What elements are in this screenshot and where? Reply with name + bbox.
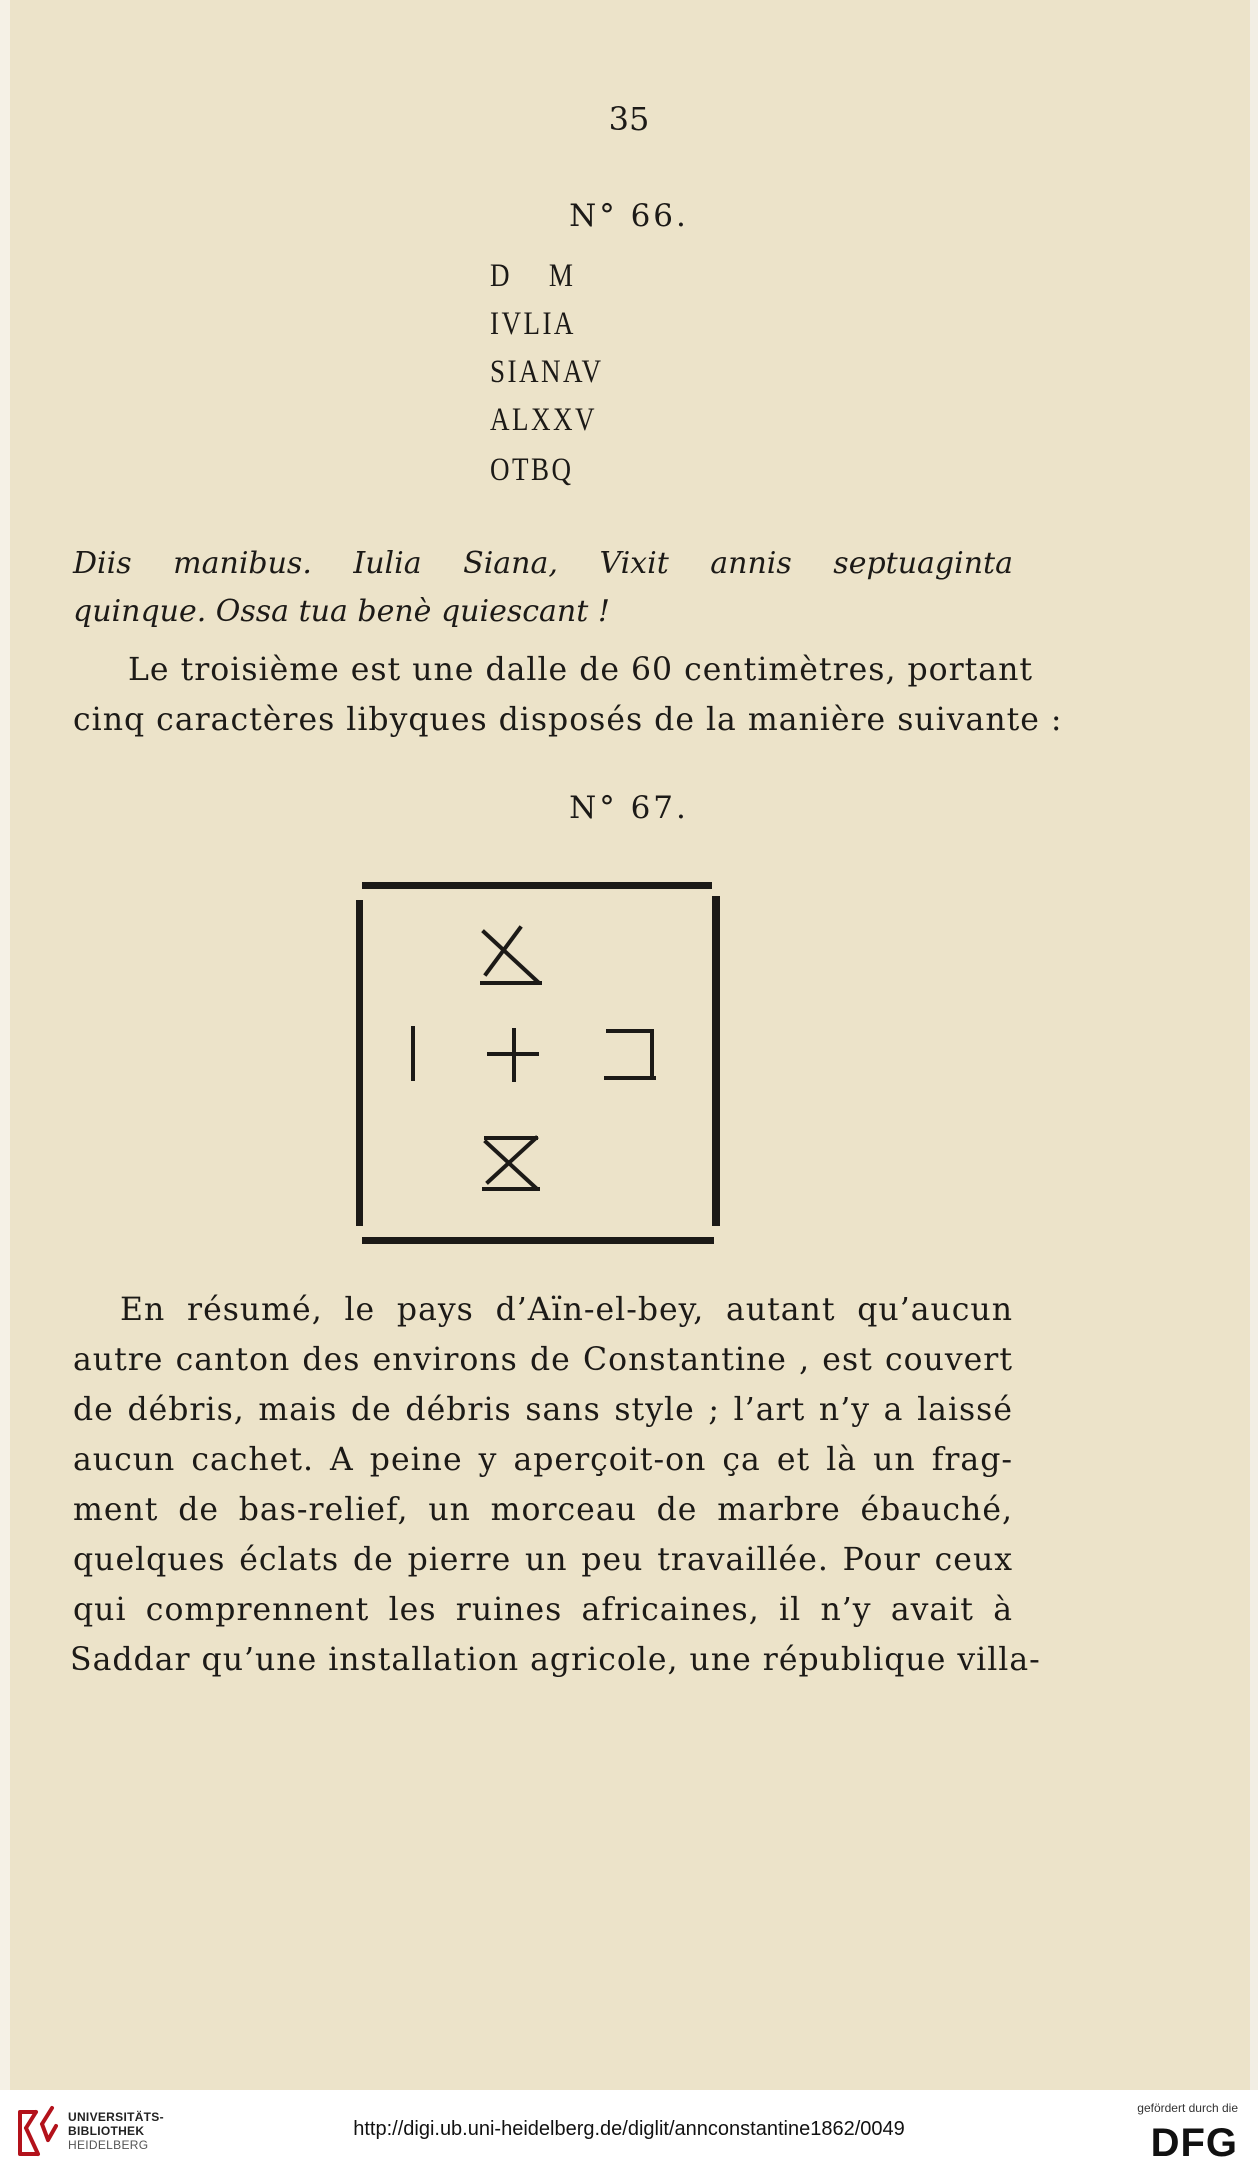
glyph-center-plus <box>489 1030 537 1080</box>
funder-label: gefördert durch die <box>1137 2101 1238 2115</box>
glyph-right <box>606 1031 654 1078</box>
translation-line: quinque. Ossa tua benè quiescant ! <box>73 594 610 629</box>
library-name-line3: HEIDELBERG <box>68 2138 149 2152</box>
paragraph-line: autre canton des environs de Constantine , est couvert <box>73 1342 1013 1378</box>
inscription-66-caption: N° 66. <box>569 198 689 234</box>
inscription-line: SIANAV <box>490 354 604 390</box>
page-edge-left <box>0 0 10 2090</box>
source-url-link[interactable]: http://digi.ub.uni-heidelberg.de/diglit/annconstantine1862/0049 <box>353 2118 905 2140</box>
paragraph-line: qui comprennent les ruines africaines, il n’y avait à <box>73 1592 1013 1628</box>
paragraph-line: Saddar qu’une installation agricole, une république villa- <box>70 1642 1041 1678</box>
inscription-line: OTBQ <box>490 452 574 488</box>
page-number: 35 <box>608 100 650 138</box>
paragraph-line: aucun cachet. A peine y aperçoit-on ça et là un frag- <box>73 1442 1013 1478</box>
libyan-glyphs <box>356 882 722 1244</box>
paragraph-line: Le troisième est une dalle de 60 centimètres, portant <box>128 652 1034 688</box>
paragraph-line: En résumé, le pays d’Aïn-el-bey, autant qu’aucun <box>120 1292 1013 1328</box>
glyph-bottom <box>484 1138 538 1189</box>
translation-line: Diis manibus. Iulia Siana, Vixit annis septuaginta <box>73 546 1013 581</box>
libyan-characters-figure <box>356 882 722 1244</box>
paragraph-line: cinq caractères libyques disposés de la manière suivante : <box>73 702 1063 738</box>
inscription-line: D M <box>490 258 576 294</box>
inscription-line: IVLIA <box>490 306 576 342</box>
paragraph-line: quelques éclats de pierre un peu travaillée. Pour ceux <box>73 1542 1013 1578</box>
inscription-line: ALXXV <box>490 402 597 438</box>
inscription-67-caption: N° 67. <box>569 790 689 826</box>
library-name-line1: UNIVERSITÄTS- <box>68 2110 164 2124</box>
glyph-top <box>482 928 540 983</box>
dfg-logo[interactable]: DFG <box>1150 2121 1238 2165</box>
paragraph-line: ment de bas-relief, un morceau de marbre ébauché, <box>73 1492 1013 1528</box>
page-edge-right <box>1250 0 1258 2090</box>
paragraph-line: de débris, mais de débris sans style ; l’art n’y a laissé <box>73 1392 1013 1428</box>
library-name-line2: BIBLIOTHEK <box>68 2124 145 2138</box>
